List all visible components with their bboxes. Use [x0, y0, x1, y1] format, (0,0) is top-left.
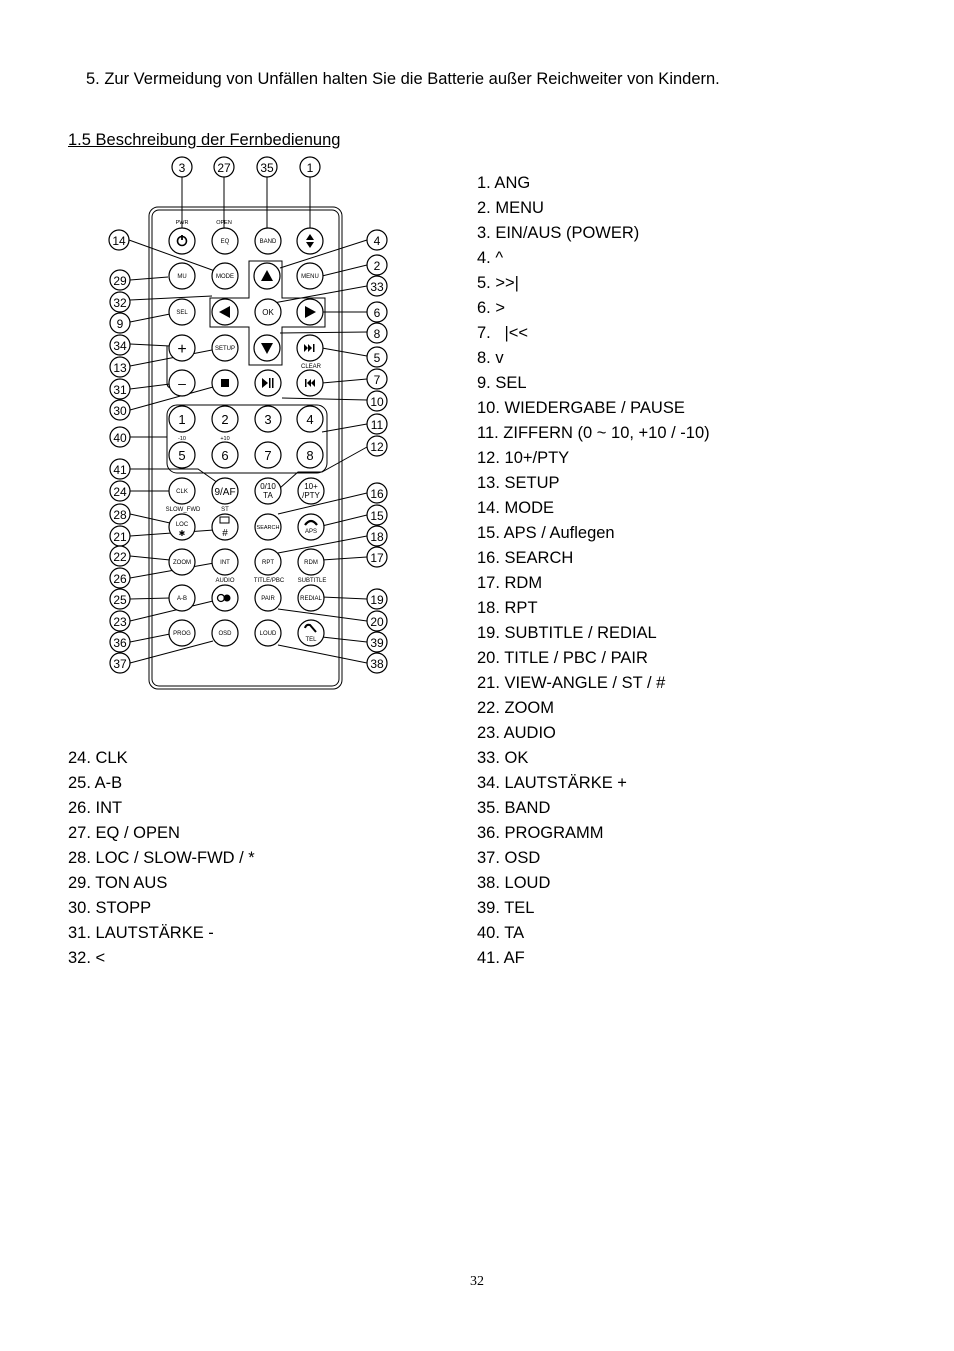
- legend-item: 27. EQ / OPEN: [68, 824, 180, 842]
- callout-23: 23: [113, 615, 127, 629]
- plus-label: +: [177, 341, 187, 358]
- search-label: SEARCH: [256, 525, 280, 531]
- label-pwr: PWR: [175, 220, 189, 226]
- digit-6-label: 6: [221, 448, 229, 463]
- callout-15: 15: [370, 509, 384, 523]
- legend-item: 8. v: [477, 349, 504, 367]
- callout-circles: [109, 157, 387, 673]
- intro-paragraph: 5. Zur Vermeidung von Unfällen halten Sie die Batterie außer Reichweiter von Kindern.: [86, 70, 720, 88]
- legend-item: 34. LAUTSTÄRKE +: [477, 774, 627, 792]
- callout-34: 34: [113, 339, 127, 353]
- digit-4-label: 4: [306, 412, 314, 427]
- setup-label: SETUP: [214, 346, 236, 352]
- label-plus10: +10: [220, 436, 230, 442]
- callout-16: 16: [370, 487, 384, 501]
- legend-item: 26. INT: [68, 799, 123, 817]
- label-audio: AUDIO: [215, 578, 235, 584]
- callout-25: 25: [113, 593, 127, 607]
- osd-label: OSD: [218, 631, 232, 637]
- legend-right-list: [477, 171, 710, 971]
- callout-26: 26: [113, 572, 127, 586]
- callout-2: 2: [373, 259, 381, 273]
- redial-label: REDIAL: [300, 596, 322, 602]
- legend-left-list: [68, 746, 255, 971]
- callout-31: 31: [113, 383, 127, 397]
- legend-item: 37. OSD: [477, 849, 541, 867]
- callout-13: 13: [113, 361, 127, 375]
- af-label: 9/AF: [214, 487, 236, 498]
- legend-item: 15. APS / Auflegen: [477, 524, 615, 542]
- rpt-label: RPT: [262, 560, 274, 566]
- legend-item: 41. AF: [477, 949, 525, 967]
- section-heading: 1.5 Beschreibung der Fernbedienung: [68, 131, 341, 149]
- legend-item: 3. EIN/AUS (POWER): [477, 224, 640, 242]
- legend-item: 40. TA: [477, 924, 525, 942]
- legend-item: 33. OK: [477, 749, 529, 767]
- digit-1-label: 1: [178, 412, 186, 427]
- loc-star-label: ✱: [178, 529, 186, 538]
- digit-7-label: 7: [264, 448, 272, 463]
- callout-12: 12: [370, 440, 384, 454]
- legend-item: 19. SUBTITLE / REDIAL: [477, 624, 657, 642]
- callout-33: 33: [370, 280, 384, 294]
- legend-item: 30. STOPP: [68, 899, 152, 917]
- digit-5-label: 5: [178, 448, 186, 463]
- legend-item: 21. VIEW-ANGLE / ST / #: [477, 674, 666, 692]
- callout-30: 30: [113, 404, 127, 418]
- callout-32: 32: [113, 296, 127, 310]
- zoom-label: ZOOM: [173, 560, 191, 566]
- label-subtitle: SUBTITLE: [297, 578, 327, 584]
- ang-button[interactable]: [297, 228, 323, 254]
- legend-item: 17. RDM: [477, 574, 543, 592]
- legend-item: 10. WIEDERGABE / PAUSE: [477, 399, 685, 417]
- tel-label: TEL: [305, 637, 317, 643]
- legend-item: 39. TEL: [477, 899, 535, 917]
- callout-1: 1: [306, 161, 314, 175]
- legend-item: 5. >>|: [477, 274, 519, 292]
- label-slow-fwd: SLOW_FWD: [165, 507, 201, 513]
- power-button[interactable]: [169, 228, 195, 254]
- legend-item: 35. BAND: [477, 799, 551, 817]
- legend-item: 6. >: [477, 299, 505, 317]
- ta-label-bottom: TA: [263, 491, 273, 500]
- ta-label-top: 0/10: [260, 482, 276, 491]
- ab-label: A-B: [176, 596, 188, 602]
- mu-label: MU: [177, 274, 187, 280]
- callout-20: 20: [370, 615, 384, 629]
- callout-38: 38: [370, 657, 384, 671]
- ok-label: OK: [262, 308, 274, 317]
- callout-14: 14: [112, 234, 126, 248]
- label-title-pbc: TITLE/PBC: [253, 578, 285, 584]
- label-minus10: -10: [178, 436, 186, 442]
- callout-10: 10: [370, 395, 384, 409]
- mode-label: MODE: [216, 274, 234, 280]
- stop-icon: [221, 379, 229, 387]
- callout-24: 24: [113, 485, 127, 499]
- prog-label: PROG: [173, 631, 191, 637]
- callout-41: 41: [113, 463, 127, 477]
- callout-36: 36: [113, 636, 127, 650]
- legend-item: 23. AUDIO: [477, 724, 556, 742]
- label-clear: CLEAR: [300, 364, 322, 370]
- band-label: BAND: [259, 239, 277, 245]
- callout-5: 5: [373, 351, 381, 365]
- callout-4: 4: [373, 234, 381, 248]
- callout-22: 22: [113, 550, 127, 564]
- int-label: INT: [220, 560, 230, 566]
- legend-item: 18. RPT: [477, 599, 538, 617]
- pty-label-top: 10+: [304, 482, 318, 491]
- pair-label: PAIR: [261, 596, 275, 602]
- legend-item: 24. CLK: [68, 749, 128, 767]
- legend-item: 20. TITLE / PBC / PAIR: [477, 649, 648, 667]
- sel-label: SEL: [176, 310, 188, 316]
- legend-item: 4. ^: [477, 249, 504, 267]
- legend-item: 2. MENU: [477, 199, 544, 217]
- rdm-label: RDM: [304, 560, 318, 566]
- callout-35: 35: [260, 161, 274, 175]
- aps-label: APS: [304, 529, 318, 535]
- legend-item: 38. LOUD: [477, 874, 551, 892]
- legend-item: 11. ZIFFERN (0 ~ 10, +10 / -10): [477, 424, 710, 442]
- loud-label: LOUD: [259, 631, 277, 637]
- digit-2-label: 2: [221, 412, 229, 427]
- callout-37: 37: [113, 657, 127, 671]
- label-open: OPEN: [216, 220, 232, 226]
- legend-item: 22. ZOOM: [477, 699, 555, 717]
- callout-29: 29: [113, 274, 127, 288]
- legend-item: 29. TON AUS: [68, 874, 168, 892]
- minus-label: –: [178, 375, 186, 391]
- legend-item: 12. 10+/PTY: [477, 449, 570, 467]
- pty-label-bottom: /PTY: [302, 491, 320, 500]
- menu-label: MENU: [301, 274, 319, 280]
- digit-3-label: 3: [264, 412, 272, 427]
- callout-39: 39: [370, 636, 384, 650]
- callout-27: 27: [217, 161, 231, 175]
- clk-label: CLK: [176, 489, 188, 495]
- label-st: ST: [221, 507, 229, 513]
- hash-label: #: [222, 528, 228, 539]
- callout-19: 19: [370, 593, 384, 607]
- callout-21: 21: [113, 530, 127, 544]
- legend-item: 28. LOC / SLOW-FWD / *: [68, 849, 255, 867]
- aps-button[interactable]: [298, 514, 324, 540]
- page-number: 32: [470, 1274, 484, 1289]
- callout-11: 11: [370, 418, 384, 432]
- legend-item: 7. |<<: [477, 324, 529, 342]
- legend-item: 9. SEL: [477, 374, 527, 392]
- callout-7: 7: [373, 373, 381, 387]
- callout-leaders: [129, 177, 367, 663]
- legend-item: 16. SEARCH: [477, 549, 574, 567]
- legend-item: 14. MODE: [477, 499, 555, 517]
- callout-17: 17: [370, 551, 384, 565]
- callout-18: 18: [370, 530, 384, 544]
- eq-label: EQ: [220, 239, 230, 245]
- legend-item: 13. SETUP: [477, 474, 560, 492]
- legend-item: 25. A-B: [68, 774, 123, 792]
- legend-item: 31. LAUTSTÄRKE -: [68, 924, 214, 942]
- legend-item: 36. PROGRAMM: [477, 824, 604, 842]
- callout-8: 8: [373, 327, 381, 341]
- legend-item: 1. ANG: [477, 174, 531, 192]
- callout-9: 9: [116, 317, 124, 331]
- legend-item: 32. <: [68, 949, 106, 967]
- digit-8-label: 8: [306, 448, 314, 463]
- callout-6: 6: [373, 306, 381, 320]
- loc-label: LOC: [175, 522, 189, 528]
- callout-28: 28: [113, 508, 127, 522]
- callout-3: 3: [178, 161, 186, 175]
- callout-40: 40: [113, 431, 127, 445]
